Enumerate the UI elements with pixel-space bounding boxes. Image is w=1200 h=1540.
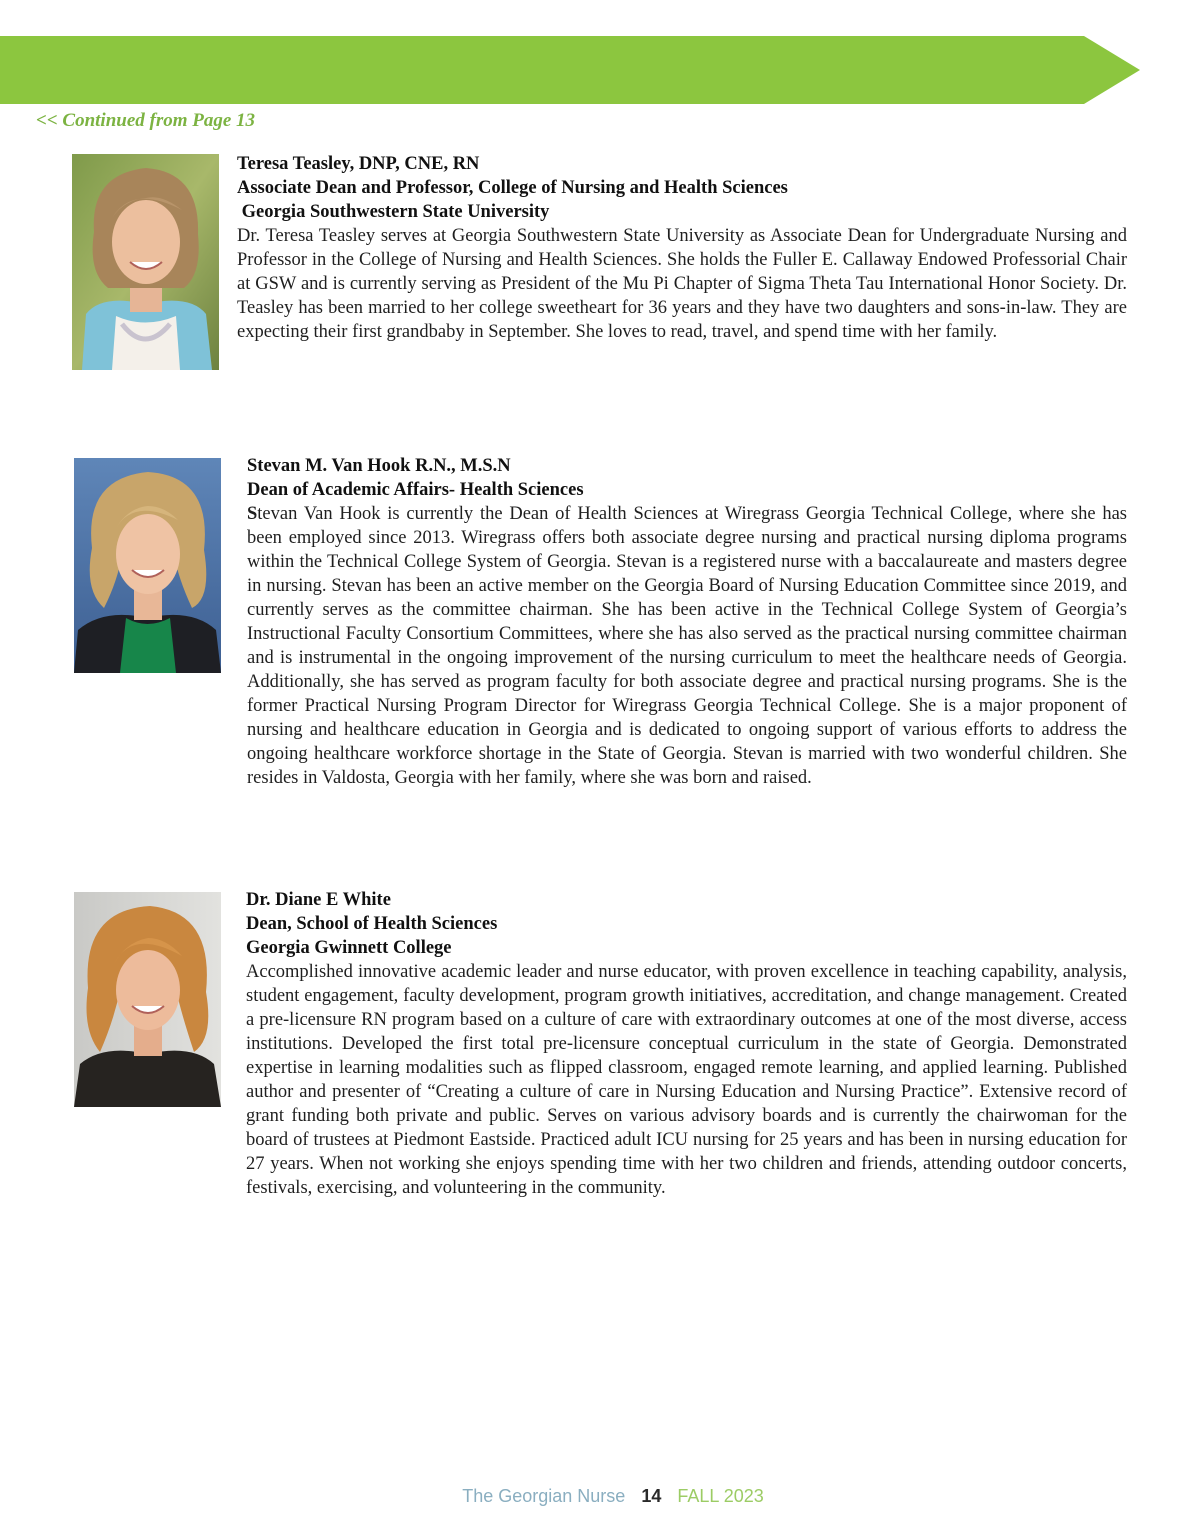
profile-title: Associate Dean and Professor, College of Nursing and Health Sciences	[237, 178, 788, 198]
bio-body: tevan Van Hook is currently the Dean of Health Sciences at Wiregrass Georgia Technical College, where she has been employed since 2013. Wiregrass offers both associate degree nursing and practical nursing diploma programs within the Technical College System of Georgia. Stevan is a registered nurse with a baccalaureate and masters degree in nursing. Stevan has been an active member on the Georgia Board of Nursing Education Committee since 2019, and currently serves as the committee chairman. She has been active in the Technical College System of Georgia’s Instructional Faculty Consortium Committees, where she has also served as the practical nursing committee chairman and is instrumental in the ongoing improvement of the nursing curriculum to meet the healthcare needs of Georgia. Additionally, she has served as program faculty for both associate degree and practical nursing programs. She is the former Practical Nursing Program Director for Wiregrass Georgia Technical College. She is a major proponent of nursing and healthcare education in Georgia and is dedicated to ongoing support of various efforts to address the ongoing healthcare workforce shortage in the State of Georgia. Stevan is married with two wonderful children. She resides in Valdosta, Georgia with her family, where she was born and raised.	[247, 504, 1127, 788]
profile-name: Teresa Teasley, DNP, CNE, RN	[237, 154, 480, 174]
profile-bio: Accomplished innovative academic leader and nurse educator, with proven excellence in teaching capability, analysis, student engagement, faculty development, program growth initiatives, accreditation, and change management. Created a pre-licensure RN program based on a culture of care with extraordinary outcomes at one of the most diverse, access institutions. Developed the first total pre-licensure conceptual curriculum in the state of Georgia. Demonstrated expertise in learning modalities such as flipped classroom, engaged remote learning, and applied learning. Published author and presenter of “Creating a culture of care in Nursing Education and Nursing Practice”. Extensive record of grant funding both private and public. Serves on various advisory boards and is currently the chairwoman for the board of trustees at Piedmont Eastside. Practiced adult ICU nursing for 25 years and has been in nursing education for 27 years. When not working she enjoys spending time with her two children and friends, attending outdoor concerts, festivals, exercising, and volunteering in the community.	[246, 962, 1127, 1198]
portrait-photo	[74, 892, 221, 1107]
footer-issue: FALL 2023	[677, 1486, 764, 1506]
footer-page-number: 14	[641, 1486, 662, 1506]
profile-name: Stevan M. Van Hook R.N., M.S.N	[247, 456, 511, 476]
bio-initial: S	[247, 504, 258, 524]
profile-bio: Dr. Teresa Teasley serves at Georgia Southwestern State University as Associate Dean for Undergraduate Nursing and Professor in the College of Nursing and Health Sciences. She holds the Fuller E. Callaway Endowed Professorial Chair at GSW and is currently serving as President of the Mu Pi Chapter of Sigma Theta Tau International Honor Society. Dr. Teasley has been married to her college sweetheart for 36 years and they have two daughters and sons-in-law. They are expecting their first grandbaby in September. She loves to read, travel, and spend time with her family.	[237, 226, 1127, 342]
footer-magazine-title: The Georgian Nurse	[462, 1486, 626, 1506]
page-footer	[0, 1486, 1200, 1507]
profile-institution: Georgia Southwestern State University	[237, 202, 550, 222]
header-arrow-banner	[0, 36, 1140, 104]
profile-title: Dean of Academic Affairs- Health Sciences	[247, 480, 584, 500]
profile-bio	[247, 502, 1127, 790]
profile-title: Dean, School of Health Sciences	[246, 914, 498, 934]
profile-name: Dr. Diane E White	[246, 890, 391, 910]
profile-institution: Georgia Gwinnett College	[246, 938, 452, 958]
portrait-photo	[72, 154, 219, 370]
portrait-photo	[74, 458, 221, 673]
continued-from-label[interactable]: << Continued from Page 13	[36, 110, 256, 131]
